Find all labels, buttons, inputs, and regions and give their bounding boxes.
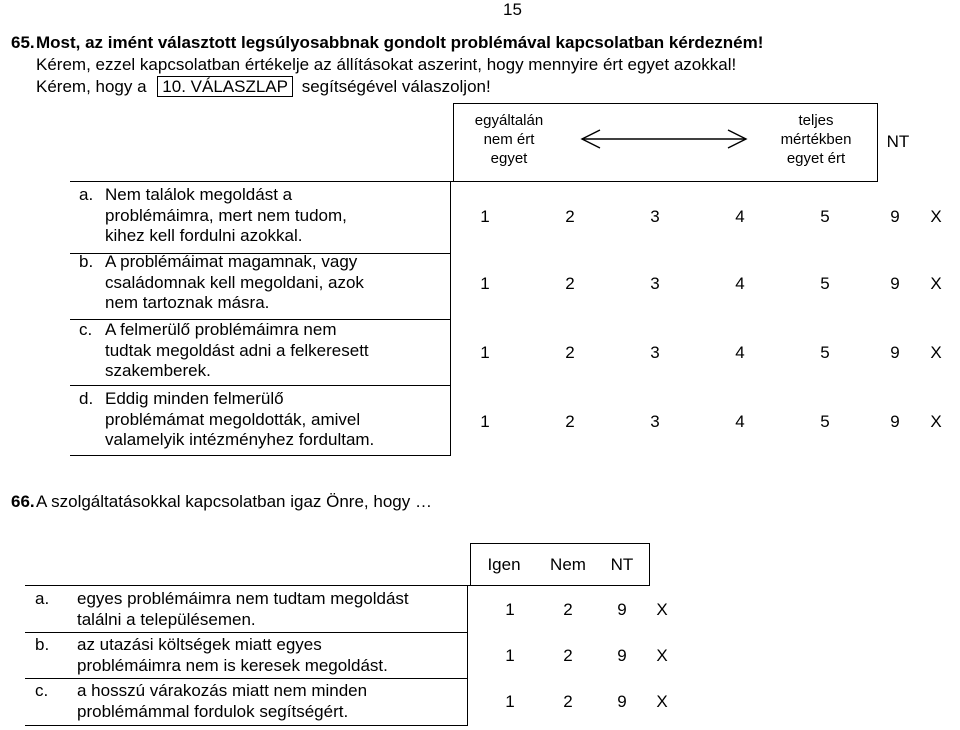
q66-header-nt: NT: [610, 555, 634, 574]
scale-left-label: egyáltalán nem ért egyet: [474, 112, 544, 167]
q65-row-divider: [70, 385, 450, 386]
q66-column-divider: [467, 585, 468, 726]
q65-c-option-3[interactable]: 3: [650, 343, 660, 362]
q65-b-option-2[interactable]: 2: [565, 274, 575, 293]
q66-a-option-1[interactable]: 1: [505, 600, 515, 619]
q66-header-yes: Igen: [487, 555, 521, 574]
q66-c-option-1[interactable]: 1: [505, 692, 515, 711]
q65-d-option-5[interactable]: 5: [820, 412, 830, 431]
q66-b-option-2[interactable]: 2: [563, 646, 573, 665]
answer-card-reference: 10. VÁLASZLAP: [157, 76, 293, 97]
q66-a-option-9[interactable]: 9: [617, 600, 627, 619]
q65-item-c: c. A felmerülő problémáimra nem tudtak megoldást adni a felkeresett szakemberek.: [79, 320, 369, 380]
q65-b-option-3[interactable]: 3: [650, 274, 660, 293]
q66-header-bottom-line: [25, 585, 650, 586]
q65-a-option-2[interactable]: 2: [565, 207, 575, 226]
q65-a-option-5[interactable]: 5: [820, 207, 830, 226]
q66-row-divider: [25, 632, 467, 633]
q66-c-option-9[interactable]: 9: [617, 692, 627, 711]
q65-d-option-x[interactable]: X: [930, 412, 942, 431]
q65-d-option-3[interactable]: 3: [650, 412, 660, 431]
q65-b-option-x[interactable]: X: [930, 274, 942, 293]
q65-a-option-x[interactable]: X: [930, 207, 942, 226]
q66-item-a: a. egyes problémáimra nem tudtam megoldást találni a településemen.: [35, 589, 409, 629]
q66-header-right-line: [649, 543, 650, 585]
q65-c-option-4[interactable]: 4: [735, 343, 745, 362]
q65-c-option-2[interactable]: 2: [565, 343, 575, 362]
q65-instruction: Kérem, ezzel kapcsolatban értékelje az állításokat aszerint, hogy mennyire ért egyet azokkal!: [36, 55, 737, 74]
scale-right-label: teljes mértékben egyet ért: [780, 112, 852, 167]
q65-column-divider: [450, 181, 451, 456]
q65-b-option-1[interactable]: 1: [480, 274, 490, 293]
q66-item-c: c. a hosszú várakozás miatt nem minden problémámmal fordulok segítségért.: [35, 681, 368, 721]
q65-header-bottom-line: [70, 181, 878, 182]
q65-b-option-5[interactable]: 5: [820, 274, 830, 293]
q65-instruction-2: [36, 77, 491, 97]
q66-b-option-1[interactable]: 1: [505, 646, 515, 665]
q66-c-option-x[interactable]: X: [656, 692, 668, 711]
q65-d-option-4[interactable]: 4: [735, 412, 745, 431]
q66-a-option-x[interactable]: X: [656, 600, 668, 619]
q65-item-a: a. Nem találok megoldást a problémáimra, mert nem tudom, kihez kell fordulni azokkal.: [79, 185, 347, 245]
q66-b-option-9[interactable]: 9: [617, 646, 627, 665]
q66-header-left-line: [470, 543, 471, 585]
q65-number: 65.: [11, 33, 35, 52]
q65-a-option-9[interactable]: 9: [890, 207, 900, 226]
q66-title: A szolgáltatásokkal kapcsolatban igaz Önre, hogy …: [36, 492, 432, 511]
q65-a-option-1[interactable]: 1: [480, 207, 490, 226]
q65-title: Most, az imént választott legsúlyosabbnak gondolt problémával kapcsolatban kérdezném!: [36, 33, 764, 52]
nt-header: NT: [886, 132, 910, 151]
q65-d-option-2[interactable]: 2: [565, 412, 575, 431]
q65-instruction-post: segítségével válaszoljon!: [301, 77, 491, 96]
q65-c-option-5[interactable]: 5: [820, 343, 830, 362]
q66-row-divider: [25, 678, 467, 679]
q65-d-option-9[interactable]: 9: [890, 412, 900, 431]
q66-header-no: Nem: [550, 555, 586, 574]
q65-a-option-3[interactable]: 3: [650, 207, 660, 226]
q65-c-option-9[interactable]: 9: [890, 343, 900, 362]
q65-b-option-4[interactable]: 4: [735, 274, 745, 293]
q66-table-bottom-line: [25, 725, 467, 726]
q66-number: 66.: [11, 492, 35, 511]
q65-table-bottom-line: [70, 455, 450, 456]
q65-b-option-9[interactable]: 9: [890, 274, 900, 293]
q66-header-top-line: [470, 543, 650, 544]
q65-item-d: d. Eddig minden felmerülő problémámat megoldották, amivel valamelyik intézményhez fordultam.: [79, 389, 375, 449]
q66-c-option-2[interactable]: 2: [563, 692, 573, 711]
q65-header-top-line: [453, 103, 878, 104]
q65-d-option-1[interactable]: 1: [480, 412, 490, 431]
q65-a-option-4[interactable]: 4: [735, 207, 745, 226]
q66-b-option-x[interactable]: X: [656, 646, 668, 665]
q65-instruction-pre: Kérem, hogy a: [36, 77, 147, 96]
q66-a-option-2[interactable]: 2: [563, 600, 573, 619]
scale-double-arrow-icon: [578, 128, 750, 150]
q65-c-option-x[interactable]: X: [930, 343, 942, 362]
q65-c-option-1[interactable]: 1: [480, 343, 490, 362]
q65-item-b: b. A problémáimat magamnak, vagy családomnak kell megoldani, azok nem tartoznak másra.: [79, 252, 364, 312]
page-number: 15: [503, 0, 522, 19]
q66-item-b: b. az utazási költségek miatt egyes problémáimra nem is keresek megoldást.: [35, 635, 388, 675]
